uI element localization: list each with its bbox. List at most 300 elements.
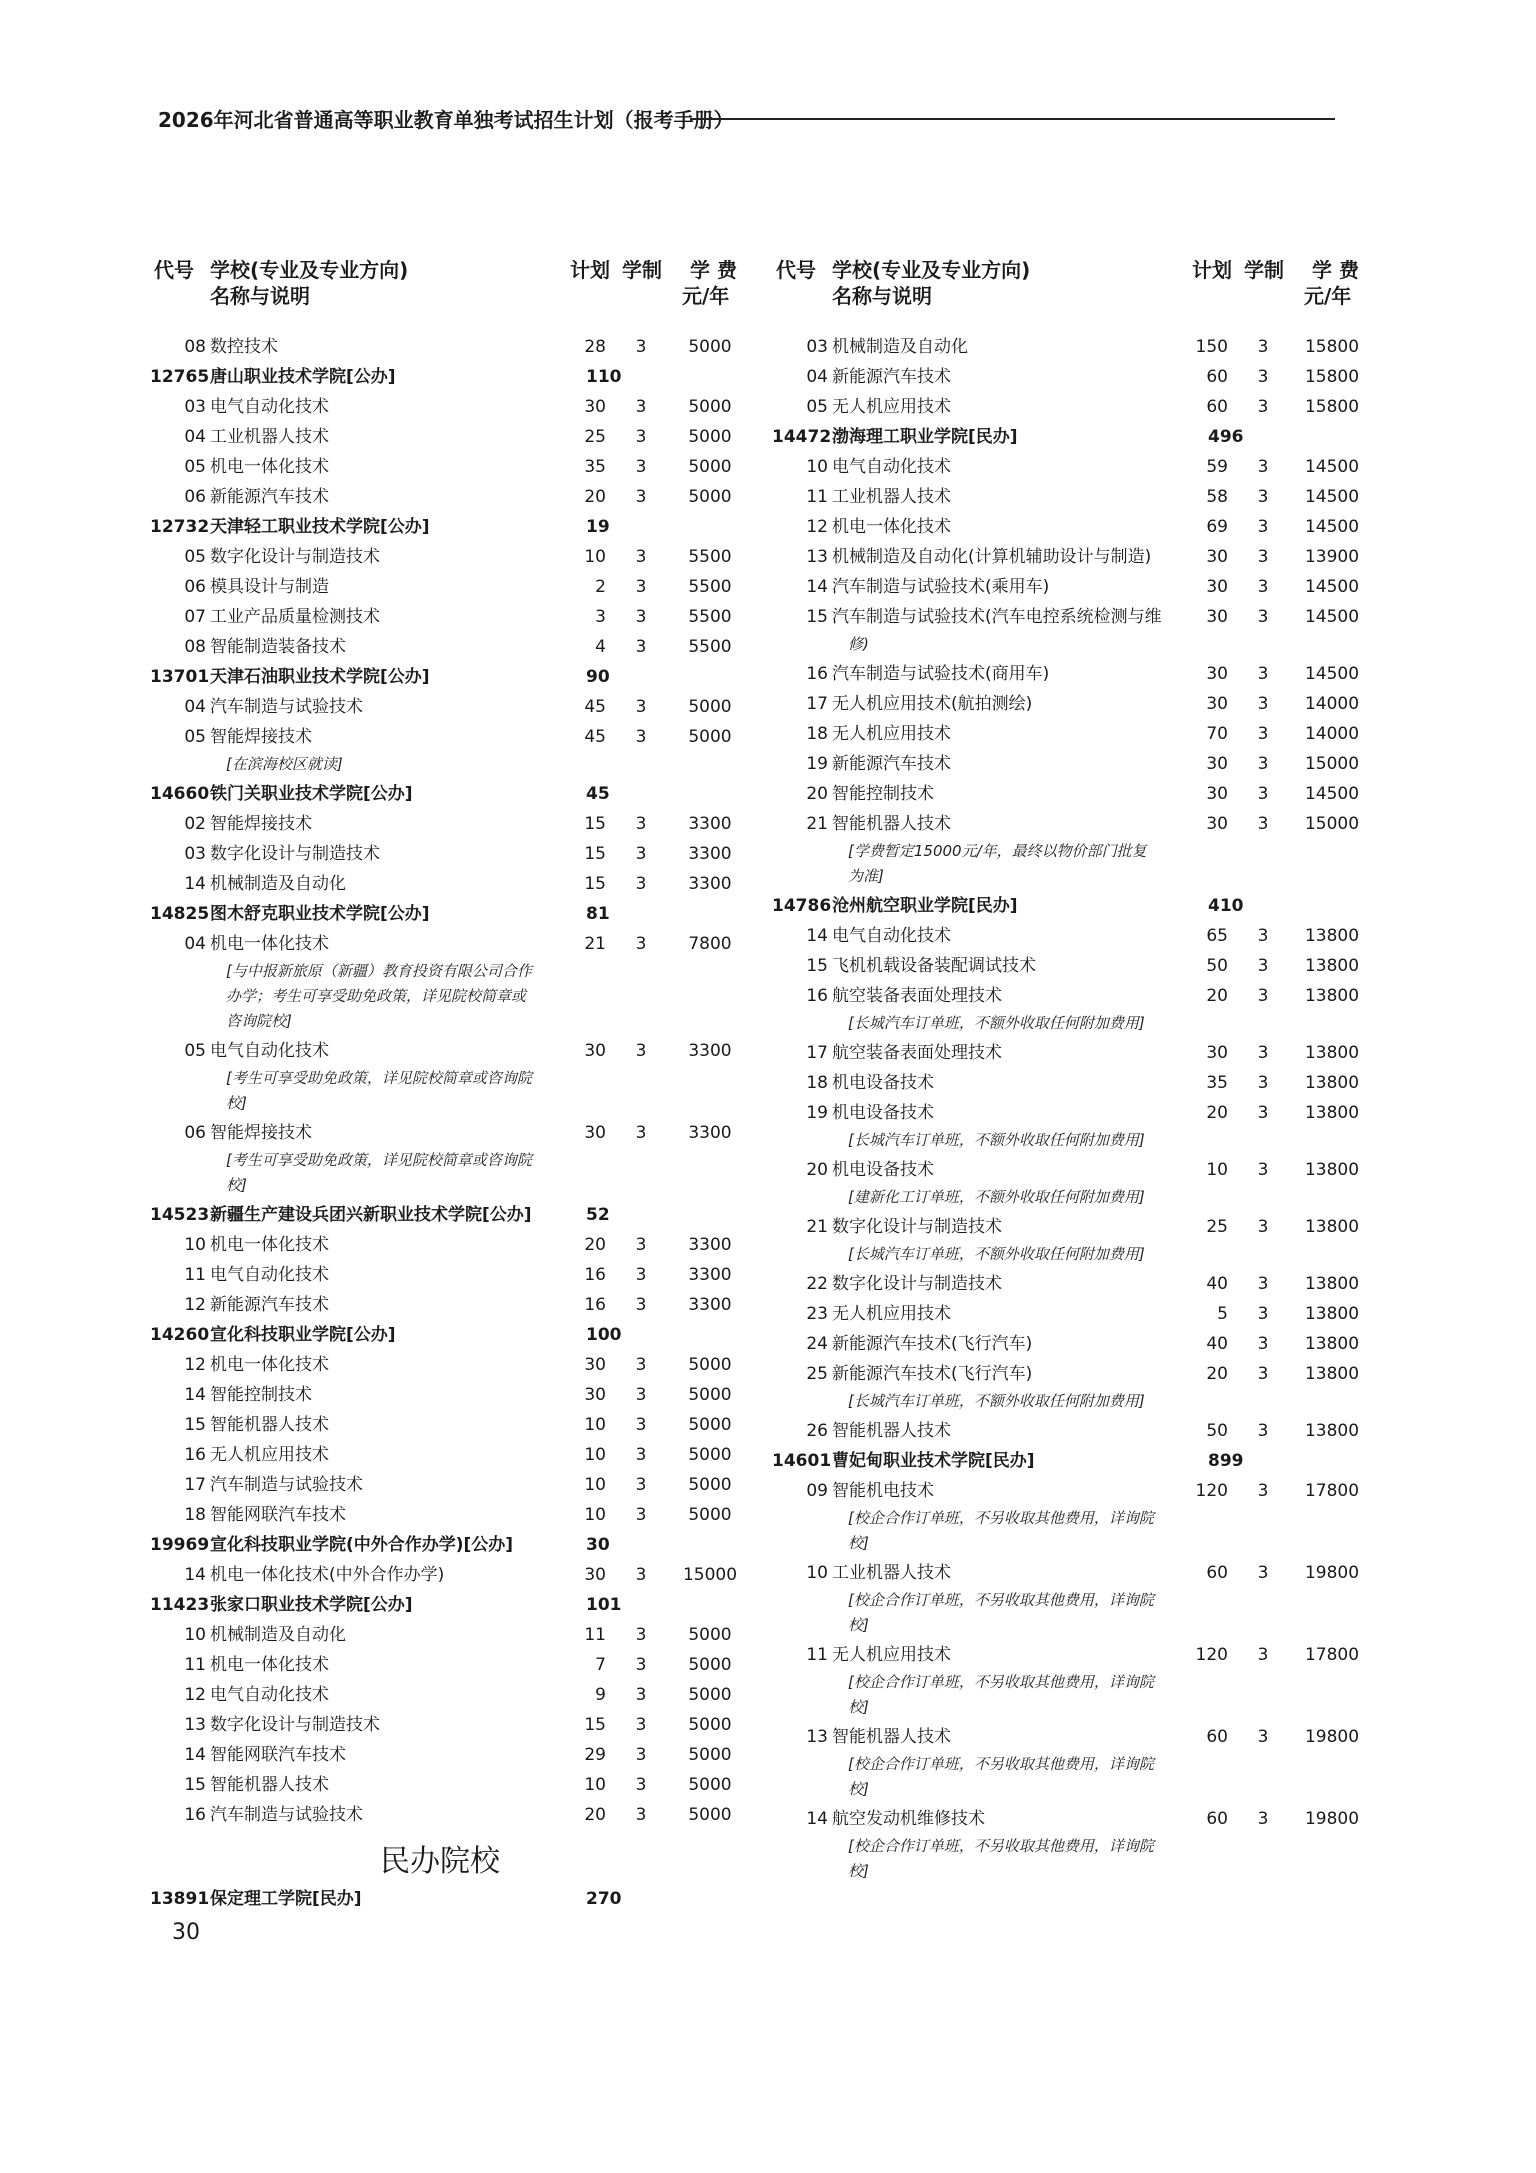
major-fee: 5500 xyxy=(688,637,732,657)
major-row xyxy=(150,332,760,362)
major-row xyxy=(772,1155,1382,1185)
major-code: 20 xyxy=(806,1160,828,1180)
major-name: 工业机器人技术 xyxy=(832,1563,951,1583)
major-name: 智能机器人技术 xyxy=(832,1421,951,1441)
school-plan: 100 xyxy=(586,1325,622,1345)
school-plan: 270 xyxy=(586,1889,622,1909)
major-note: [与中报新旅原（新疆）教育投资有限公司合作办学；考生可享受助免政策，详见院校简章或咨询院校] xyxy=(226,962,532,1030)
school-code: 12765 xyxy=(150,367,210,387)
major-plan: 30 xyxy=(1206,754,1228,774)
major-code: 18 xyxy=(806,724,828,744)
major-fee: 13800 xyxy=(1304,926,1360,946)
school-plan: 101 xyxy=(586,1595,622,1615)
major-row xyxy=(772,921,1382,951)
major-plan: 20 xyxy=(584,1235,606,1255)
header-rule xyxy=(690,118,1335,120)
major-years: 3 xyxy=(635,487,647,507)
running-header: 2026年河北省普通高等职业教育单独考试招生计划（报考手册） xyxy=(158,108,734,132)
major-years: 3 xyxy=(1257,956,1269,976)
major-row xyxy=(150,1440,760,1470)
major-row xyxy=(150,1230,760,1260)
school-plan: 30 xyxy=(586,1535,610,1555)
major-code: 16 xyxy=(184,1805,206,1825)
major-code: 05 xyxy=(806,397,828,417)
major-fee: 17800 xyxy=(1304,1645,1360,1665)
major-fee: 13800 xyxy=(1304,1364,1360,1384)
major-years: 3 xyxy=(635,1475,647,1495)
major-code: 16 xyxy=(806,986,828,1006)
major-name: 智能机器人技术 xyxy=(210,1775,329,1795)
major-name: 机械制造及自动化 xyxy=(210,1625,346,1645)
major-code: 06 xyxy=(184,577,206,597)
major-fee: 5000 xyxy=(688,457,732,477)
major-plan: 30 xyxy=(1206,1043,1228,1063)
major-code: 13 xyxy=(806,547,828,567)
major-years: 3 xyxy=(635,1745,647,1765)
major-code: 04 xyxy=(184,697,206,717)
major-fee: 5000 xyxy=(688,1385,732,1405)
major-years: 3 xyxy=(1257,724,1269,744)
major-plan: 15 xyxy=(584,1715,606,1735)
major-plan: 15 xyxy=(584,874,606,894)
major-row xyxy=(772,1038,1382,1068)
major-plan: 30 xyxy=(1206,664,1228,684)
major-row xyxy=(150,1560,760,1590)
major-years: 3 xyxy=(635,577,647,597)
major-fee: 14500 xyxy=(1304,457,1360,477)
major-fee: 3300 xyxy=(688,1235,732,1255)
major-code: 06 xyxy=(184,1123,206,1143)
major-plan: 10 xyxy=(584,1445,606,1465)
major-code: 22 xyxy=(806,1274,828,1294)
major-years: 3 xyxy=(1257,754,1269,774)
major-row xyxy=(772,749,1382,779)
major-fee: 5000 xyxy=(688,1355,732,1375)
major-years: 3 xyxy=(635,397,647,417)
school-name: 图木舒克职业技术学院[公办] xyxy=(210,904,430,924)
school-plan: 45 xyxy=(586,784,610,804)
major-fee: 5500 xyxy=(688,577,732,597)
school-name: 张家口职业技术学院[公办] xyxy=(210,1595,413,1615)
major-years: 3 xyxy=(1257,367,1269,387)
major-plan: 29 xyxy=(584,1745,606,1765)
major-years: 3 xyxy=(1257,1274,1269,1294)
major-note: [校企合作订单班，不另收取其他费用，详询院校] xyxy=(848,1509,1154,1552)
major-years: 3 xyxy=(1257,577,1269,597)
major-years: 3 xyxy=(1257,1727,1269,1747)
major-fee: 15800 xyxy=(1304,367,1360,387)
major-fee: 5000 xyxy=(688,1655,732,1675)
major-name: 机械制造及自动化(计算机辅助设计与制造) xyxy=(832,547,1152,567)
major-plan: 15 xyxy=(584,844,606,864)
major-code: 14 xyxy=(806,926,828,946)
major-name: 电气自动化技术 xyxy=(210,1041,329,1061)
major-fee: 13800 xyxy=(1304,1103,1360,1123)
major-row xyxy=(150,1036,760,1066)
major-years: 3 xyxy=(635,1355,647,1375)
left-rows xyxy=(150,332,760,1830)
school-code: 13891 xyxy=(150,1889,210,1909)
major-name: 电气自动化技术 xyxy=(832,926,951,946)
major-fee: 15000 xyxy=(1304,814,1360,834)
major-years: 3 xyxy=(1257,547,1269,567)
major-name: 新能源汽车技术 xyxy=(210,487,329,507)
major-code: 13 xyxy=(184,1715,206,1735)
major-code: 10 xyxy=(806,457,828,477)
major-name: 航空发动机维修技术 xyxy=(832,1809,985,1829)
major-fee: 5000 xyxy=(688,1685,732,1705)
major-name: 无人机应用技术 xyxy=(832,397,951,417)
major-fee: 15000 xyxy=(682,1565,738,1585)
major-fee: 15800 xyxy=(1304,337,1360,357)
major-plan: 50 xyxy=(1206,1421,1228,1441)
major-fee: 5500 xyxy=(688,607,732,627)
major-years: 3 xyxy=(635,547,647,567)
major-code: 06 xyxy=(184,487,206,507)
major-fee: 3300 xyxy=(688,1123,732,1143)
major-row xyxy=(772,689,1382,719)
major-fee: 5000 xyxy=(688,727,732,747)
major-fee: 14500 xyxy=(1304,664,1360,684)
major-row xyxy=(150,722,760,752)
major-fee: 5000 xyxy=(688,427,732,447)
major-fee: 5000 xyxy=(688,397,732,417)
major-fee: 3300 xyxy=(688,844,732,864)
major-fee: 3300 xyxy=(688,874,732,894)
school-row xyxy=(772,1446,1382,1476)
header-years: 学制 xyxy=(622,258,662,282)
major-years: 3 xyxy=(635,337,647,357)
major-name: 机电一体化技术 xyxy=(210,1655,329,1675)
major-years: 3 xyxy=(1257,1217,1269,1237)
major-code: 13 xyxy=(806,1727,828,1747)
major-plan: 10 xyxy=(584,1775,606,1795)
major-fee: 13800 xyxy=(1304,1274,1360,1294)
major-years: 3 xyxy=(635,1123,647,1143)
major-fee: 14500 xyxy=(1304,607,1360,627)
major-code: 10 xyxy=(806,1563,828,1583)
major-plan: 120 xyxy=(1195,1481,1228,1501)
major-code: 15 xyxy=(806,956,828,976)
major-code: 05 xyxy=(184,1041,206,1061)
major-row xyxy=(772,1476,1382,1506)
major-name: 电气自动化技术 xyxy=(210,1265,329,1285)
major-fee: 19800 xyxy=(1304,1727,1360,1747)
major-plan: 10 xyxy=(1206,1160,1228,1180)
school-plan: 19 xyxy=(586,517,610,537)
major-plan: 45 xyxy=(584,697,606,717)
major-fee: 14000 xyxy=(1304,724,1360,744)
major-row xyxy=(772,1640,1382,1670)
major-years: 3 xyxy=(1257,1645,1269,1665)
school-plan: 81 xyxy=(586,904,610,924)
major-years: 3 xyxy=(635,427,647,447)
column-header-right xyxy=(772,250,1382,332)
major-row xyxy=(150,1410,760,1440)
major-years: 3 xyxy=(635,1715,647,1735)
header-fee: 学 费 xyxy=(690,258,737,282)
major-name: 汽车制造与试验技术 xyxy=(210,1475,363,1495)
major-plan: 20 xyxy=(584,1805,606,1825)
major-row xyxy=(772,1359,1382,1389)
major-name: 汽车制造与试验技术 xyxy=(210,1805,363,1825)
major-note: [校企合作订单班，不另收取其他费用，详询院校] xyxy=(848,1837,1154,1880)
header-fee: 学 费 xyxy=(1312,258,1359,282)
major-row xyxy=(150,1800,760,1830)
major-code: 17 xyxy=(806,1043,828,1063)
major-note: [在滨海校区就读] xyxy=(226,755,343,773)
school-code: 14601 xyxy=(772,1451,832,1471)
major-row xyxy=(150,1740,760,1770)
major-years: 3 xyxy=(635,1295,647,1315)
major-years: 3 xyxy=(1257,1304,1269,1324)
major-plan: 9 xyxy=(595,1685,606,1705)
major-code: 03 xyxy=(184,397,206,417)
major-plan: 16 xyxy=(584,1265,606,1285)
major-plan: 45 xyxy=(584,727,606,747)
major-name: 新能源汽车技术(飞行汽车) xyxy=(832,1334,1033,1354)
major-name: 新能源汽车技术 xyxy=(210,1295,329,1315)
major-code: 17 xyxy=(184,1475,206,1495)
major-row xyxy=(772,332,1382,362)
major-row xyxy=(150,1680,760,1710)
major-code: 16 xyxy=(806,664,828,684)
major-row xyxy=(150,1290,760,1320)
major-note: 修) xyxy=(848,635,869,653)
major-plan: 40 xyxy=(1206,1274,1228,1294)
school-name: 新疆生产建设兵团兴新职业技术学院[公办] xyxy=(210,1205,532,1225)
column-header xyxy=(150,250,760,332)
school-code: 11423 xyxy=(150,1595,210,1615)
major-note: [长城汽车订单班，不额外收取任何附加费用] xyxy=(848,1392,1145,1410)
major-code: 20 xyxy=(806,784,828,804)
major-code: 14 xyxy=(184,1385,206,1405)
major-row xyxy=(772,602,1382,632)
major-fee: 5000 xyxy=(688,1715,732,1735)
major-code: 05 xyxy=(184,457,206,477)
school-row xyxy=(150,662,760,692)
major-name: 汽车制造与试验技术(商用车) xyxy=(832,664,1050,684)
major-row xyxy=(772,1098,1382,1128)
major-code: 12 xyxy=(184,1355,206,1375)
major-row xyxy=(772,452,1382,482)
major-plan: 5 xyxy=(1217,1304,1228,1324)
major-row xyxy=(772,392,1382,422)
major-code: 04 xyxy=(184,427,206,447)
major-plan: 60 xyxy=(1206,1809,1228,1829)
major-plan: 20 xyxy=(584,487,606,507)
major-plan: 30 xyxy=(584,1355,606,1375)
major-fee: 5000 xyxy=(688,1475,732,1495)
major-plan: 58 xyxy=(1206,487,1228,507)
major-code: 04 xyxy=(184,934,206,954)
major-row xyxy=(150,482,760,512)
school-name: 曹妃甸职业技术学院[民办] xyxy=(832,1451,1035,1471)
major-name: 无人机应用技术 xyxy=(210,1445,329,1465)
major-years: 3 xyxy=(1257,664,1269,684)
major-name: 智能机器人技术 xyxy=(832,814,951,834)
major-name: 汽车制造与试验技术(汽车电控系统检测与维 xyxy=(832,607,1162,627)
major-row xyxy=(772,542,1382,572)
major-row xyxy=(150,869,760,899)
major-fee: 15000 xyxy=(1304,754,1360,774)
major-plan: 69 xyxy=(1206,517,1228,537)
major-row xyxy=(772,362,1382,392)
major-years: 3 xyxy=(1257,926,1269,946)
major-fee: 19800 xyxy=(1304,1563,1360,1583)
major-plan: 30 xyxy=(584,397,606,417)
major-years: 3 xyxy=(635,1235,647,1255)
major-fee: 7800 xyxy=(688,934,732,954)
major-years: 3 xyxy=(1257,1364,1269,1384)
major-name: 智能网联汽车技术 xyxy=(210,1505,346,1525)
major-plan: 30 xyxy=(1206,577,1228,597)
major-row xyxy=(150,1710,760,1740)
major-row xyxy=(772,572,1382,602)
major-note: [学费暂定15000元/年，最终以物价部门批复为准] xyxy=(848,842,1147,885)
major-fee: 14500 xyxy=(1304,487,1360,507)
major-row xyxy=(772,719,1382,749)
major-row xyxy=(150,1500,760,1530)
major-plan: 16 xyxy=(584,1295,606,1315)
major-name: 机电一体化技术(中外合作办学) xyxy=(210,1565,445,1585)
major-row xyxy=(772,1329,1382,1359)
major-row xyxy=(772,951,1382,981)
major-fee: 13800 xyxy=(1304,1073,1360,1093)
major-code: 14 xyxy=(806,1809,828,1829)
major-years: 3 xyxy=(1257,517,1269,537)
major-code: 11 xyxy=(184,1655,206,1675)
school-code: 19969 xyxy=(150,1535,210,1555)
major-years: 3 xyxy=(1257,1160,1269,1180)
major-fee: 14000 xyxy=(1304,694,1360,714)
major-years: 3 xyxy=(635,814,647,834)
header-plan: 计划 xyxy=(1192,258,1232,282)
major-name: 智能机器人技术 xyxy=(832,1727,951,1747)
major-plan: 25 xyxy=(584,427,606,447)
major-plan: 30 xyxy=(1206,547,1228,567)
major-row xyxy=(150,632,760,662)
major-plan: 20 xyxy=(1206,1103,1228,1123)
major-years: 3 xyxy=(635,697,647,717)
major-plan: 60 xyxy=(1206,1727,1228,1747)
major-name: 新能源汽车技术 xyxy=(832,367,951,387)
major-years: 3 xyxy=(635,1385,647,1405)
header-code: 代号 xyxy=(154,258,194,282)
major-fee: 14500 xyxy=(1304,517,1360,537)
major-name: 汽车制造与试验技术 xyxy=(210,697,363,717)
major-fee: 13800 xyxy=(1304,1421,1360,1441)
major-code: 08 xyxy=(184,337,206,357)
major-code: 12 xyxy=(184,1685,206,1705)
school-name: 保定理工学院[民办] xyxy=(210,1889,362,1909)
major-name: 机电一体化技术 xyxy=(210,934,329,954)
major-years: 3 xyxy=(635,874,647,894)
major-plan: 40 xyxy=(1206,1334,1228,1354)
major-name: 机电设备技术 xyxy=(832,1103,934,1123)
major-code: 21 xyxy=(806,1217,828,1237)
major-fee: 13800 xyxy=(1304,1160,1360,1180)
major-name: 机电一体化技术 xyxy=(832,517,951,537)
major-fee: 13800 xyxy=(1304,986,1360,1006)
right-rows xyxy=(772,332,1382,1886)
major-name: 智能机器人技术 xyxy=(210,1415,329,1435)
major-code: 15 xyxy=(184,1415,206,1435)
major-name: 无人机应用技术 xyxy=(832,1304,951,1324)
major-fee: 13800 xyxy=(1304,1217,1360,1237)
left-tail-rows xyxy=(150,1884,760,1914)
major-years: 3 xyxy=(635,1775,647,1795)
major-name: 智能机电技术 xyxy=(832,1481,934,1501)
school-code: 13701 xyxy=(150,667,210,687)
major-code: 18 xyxy=(184,1505,206,1525)
header-name: 学校(专业及专业方向) xyxy=(832,258,1031,282)
major-plan: 30 xyxy=(584,1565,606,1585)
major-name: 工业机器人技术 xyxy=(210,427,329,447)
major-years: 3 xyxy=(1257,1043,1269,1063)
school-name: 唐山职业技术学院[公办] xyxy=(210,367,396,387)
major-years: 3 xyxy=(635,727,647,747)
major-code: 03 xyxy=(184,844,206,864)
school-row xyxy=(772,422,1382,452)
major-fee: 13900 xyxy=(1304,547,1360,567)
major-code: 24 xyxy=(806,1334,828,1354)
major-fee: 5000 xyxy=(688,697,732,717)
header-fee-unit: 元/年 xyxy=(1304,284,1352,308)
major-fee: 5000 xyxy=(688,1625,732,1645)
page-number: 30 xyxy=(172,1920,200,1945)
major-code: 02 xyxy=(184,814,206,834)
major-name: 智能制造装备技术 xyxy=(210,637,346,657)
major-plan: 30 xyxy=(1206,784,1228,804)
school-code: 14660 xyxy=(150,784,210,804)
major-years: 3 xyxy=(1257,487,1269,507)
major-fee: 5000 xyxy=(688,1415,732,1435)
major-note: [长城汽车订单班，不额外收取任何附加费用] xyxy=(848,1131,1145,1149)
major-code: 15 xyxy=(184,1775,206,1795)
major-years: 3 xyxy=(1257,457,1269,477)
major-years: 3 xyxy=(635,1415,647,1435)
major-plan: 150 xyxy=(1195,337,1228,357)
school-plan: 110 xyxy=(586,367,622,387)
major-fee: 5000 xyxy=(688,1505,732,1525)
school-code: 12732 xyxy=(150,517,210,537)
major-row xyxy=(150,692,760,722)
major-row xyxy=(150,1620,760,1650)
major-row xyxy=(150,1380,760,1410)
major-plan: 60 xyxy=(1206,367,1228,387)
major-code: 03 xyxy=(806,337,828,357)
major-years: 3 xyxy=(1257,607,1269,627)
major-years: 3 xyxy=(635,637,647,657)
major-note: [校企合作订单班，不另收取其他费用，详询院校] xyxy=(848,1591,1154,1634)
school-code: 14472 xyxy=(772,427,832,447)
major-plan: 7 xyxy=(595,1655,606,1675)
school-name: 天津轻工职业技术学院[公办] xyxy=(210,517,430,537)
major-fee: 14500 xyxy=(1304,784,1360,804)
major-row xyxy=(772,1416,1382,1446)
major-code: 09 xyxy=(806,1481,828,1501)
major-plan: 4 xyxy=(595,637,606,657)
major-note: [校企合作订单班，不另收取其他费用，详询院校] xyxy=(848,1673,1154,1716)
major-name: 飞机机载设备装配调试技术 xyxy=(832,956,1036,976)
major-row xyxy=(772,482,1382,512)
major-row xyxy=(772,981,1382,1011)
major-code: 11 xyxy=(806,487,828,507)
school-plan: 899 xyxy=(1208,1451,1244,1471)
major-plan: 60 xyxy=(1206,1563,1228,1583)
major-name: 机电一体化技术 xyxy=(210,1355,329,1375)
